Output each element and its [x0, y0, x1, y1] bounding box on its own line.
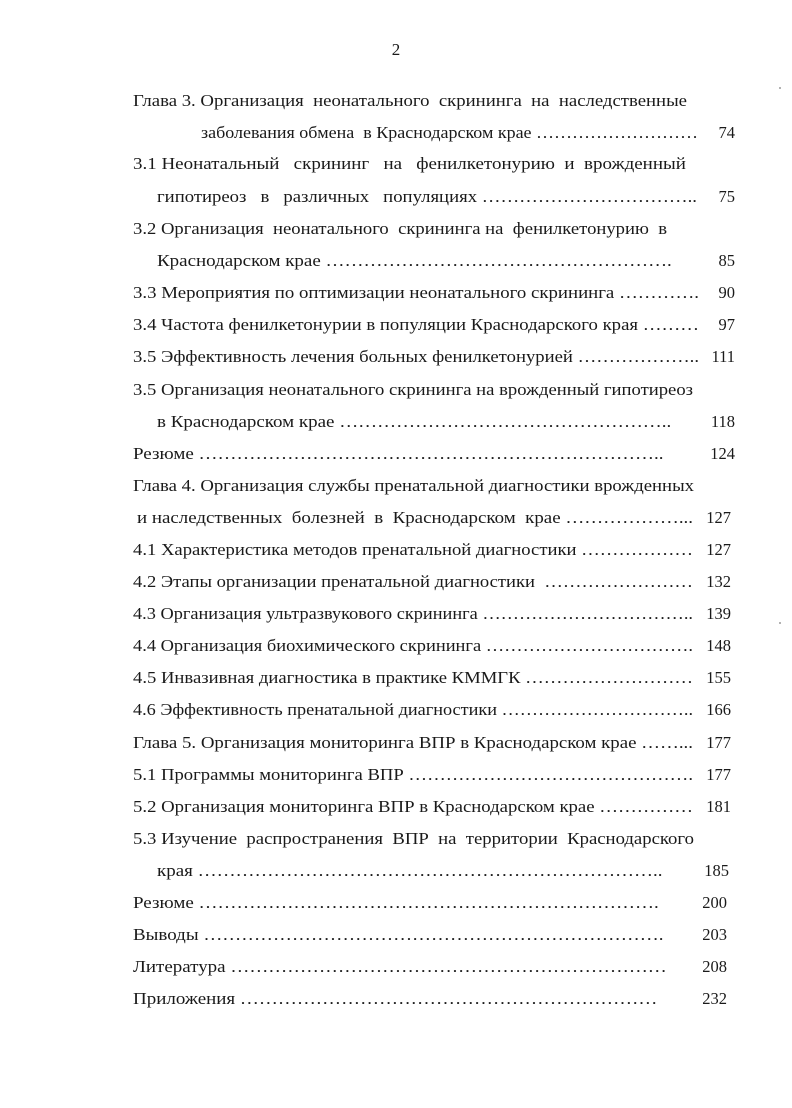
toc-entry: [133, 569, 694, 595]
toc-entry: [133, 312, 700, 338]
toc-entry: [133, 794, 694, 820]
toc-entry-page-number: 75: [718, 187, 735, 206]
toc-entry: [133, 986, 658, 1012]
toc-entry-page-number: 155: [706, 668, 731, 687]
toc-entry: [157, 858, 663, 884]
toc-entry: [133, 633, 694, 659]
toc-entry: [133, 922, 664, 948]
toc-entry-text: Резюме ……………………………………………………………….: [133, 893, 659, 912]
toc-entry-heading: [133, 473, 695, 499]
toc-entry-page-number: 200: [702, 893, 727, 912]
toc-entry-page-number: 232: [702, 989, 727, 1008]
toc-entry-text: края ………………………………………………………………..: [157, 861, 663, 880]
toc-entry: [137, 505, 694, 531]
toc-entry-page-number: 166: [706, 700, 731, 719]
toc-entry: [133, 601, 693, 627]
toc-entry-text: 3.5 Эффективность лечения больных фенилкетонурией ………………..: [133, 347, 699, 366]
toc-entry-page-number: 203: [702, 925, 727, 944]
toc-entry: [133, 762, 693, 788]
toc-entry-page-number: 181: [706, 797, 731, 816]
toc-entry-text: Приложения …………………………………………………………: [133, 989, 658, 1008]
scan-artifact: [779, 622, 781, 624]
toc-entry: [157, 184, 697, 210]
toc-entry-heading: [133, 826, 695, 852]
toc-entry-text: 5.3 Изучение распространения ВПР на территории Краснодарского: [133, 829, 695, 848]
toc-entry-page-number: 127: [706, 508, 731, 527]
toc-entry-text: гипотиреоз в различных популяциях ……………………………..: [157, 187, 697, 206]
toc-entry-page-number: 127: [706, 540, 731, 559]
toc-entry-page-number: 177: [706, 733, 731, 752]
toc-entry-text: Краснодарском крае ……………………………………………….: [157, 251, 672, 270]
toc-entry-page-number: 139: [706, 604, 731, 623]
toc-entry-text: Выводы ……………………………………………………………….: [133, 925, 664, 944]
toc-entry-heading: [133, 377, 694, 403]
toc-entry-text: 3.3 Мероприятия по оптимизации неонатального скрининга ………….: [133, 283, 699, 302]
toc-entry-page-number: 74: [718, 123, 735, 142]
toc-entry-text: 4.4 Организация биохимического скрининга …………………………….: [133, 636, 694, 655]
toc-entry-text: Глава 5. Организация мониторинга ВПР в Краснодарском крае ……...: [133, 733, 693, 752]
toc-entry-heading: [133, 88, 687, 114]
toc-entry-text: Глава 4. Организация службы пренатальной диагностики врожденных: [133, 476, 695, 495]
toc-entry: [133, 954, 667, 980]
toc-entry-text: 4.3 Организация ультразвукового скрининга ……………………………..: [133, 604, 693, 623]
toc-entry-text: 4.6 Эффективность пренатальной диагностики …………………………..: [133, 700, 694, 719]
toc-entry-text: в Краснодарском крае ……………………………………………..: [157, 412, 672, 431]
toc-entry-text: 3.2 Организация неонатального скрининга на фенилкетонурию в: [133, 219, 668, 238]
toc-entry-text: Резюме ………………………………………………………………..: [133, 444, 664, 463]
toc-entry-page-number: 208: [702, 957, 727, 976]
toc-entry-heading: [133, 216, 668, 242]
toc-entry-text: Глава 3. Организация неонатального скрининга на наследственные: [133, 91, 687, 110]
toc-entry: [133, 730, 693, 756]
toc-entry-text: 3.1 Неонатальный скрининг на фенилкетонурию и врожденный: [133, 154, 686, 173]
toc-entry-text: 5.1 Программы мониторинга ВПР ……………………………………….: [133, 765, 693, 784]
toc-entry-page-number: 177: [706, 765, 731, 784]
toc-entry-text: Литература ……………………………………………………………: [133, 957, 667, 976]
toc-entry-page-number: 124: [710, 444, 735, 463]
page-number: 2: [391, 40, 401, 59]
toc-entry: [157, 409, 672, 435]
toc-entry-text: и наследственных болезней в Краснодарском крае ………………...: [137, 508, 694, 527]
toc-entry: [133, 280, 699, 306]
toc-entry-heading: [133, 151, 686, 177]
toc-entry: [133, 344, 699, 370]
toc-entry-text: 5.2 Организация мониторинга ВПР в Краснодарском крае ……………: [133, 797, 694, 816]
toc-entry-page-number: 97: [718, 315, 735, 334]
toc-entry-text: 4.2 Этапы организации пренатальной диагностики ……………………: [133, 572, 694, 591]
toc-entry-text: заболевания обмена в Краснодарском крае ………………………: [201, 123, 699, 142]
toc-entry: [133, 441, 664, 467]
toc-entry-page-number: 185: [704, 861, 729, 880]
toc-entry-text: 4.5 Инвазивная диагностика в практике КММГК ………………………: [133, 668, 693, 687]
toc-entry-page-number: 118: [710, 412, 735, 431]
toc-entry-text: 3.5 Организация неонатального скрининга на врожденный гипотиреоз: [133, 380, 694, 399]
toc-entry-text: 3.4 Частота фенилкетонурии в популяции Краснодарского края ………: [133, 315, 700, 334]
toc-entry: [133, 890, 659, 916]
scan-artifact: [779, 87, 781, 89]
toc-entry: [133, 697, 694, 723]
toc-entry-page-number: 85: [718, 251, 735, 270]
toc-entry: [157, 248, 672, 274]
toc-entry: [133, 665, 693, 691]
toc-entry-page-number: 90: [718, 283, 735, 302]
toc-entry-page-number: 148: [706, 636, 731, 655]
toc-entry-page-number: 111: [711, 347, 735, 366]
toc-entry: [201, 120, 699, 146]
toc-entry: [133, 537, 694, 563]
toc-entry-page-number: 132: [706, 572, 731, 591]
toc-entry-text: 4.1 Характеристика методов пренатальной диагностики ………………: [133, 540, 694, 559]
